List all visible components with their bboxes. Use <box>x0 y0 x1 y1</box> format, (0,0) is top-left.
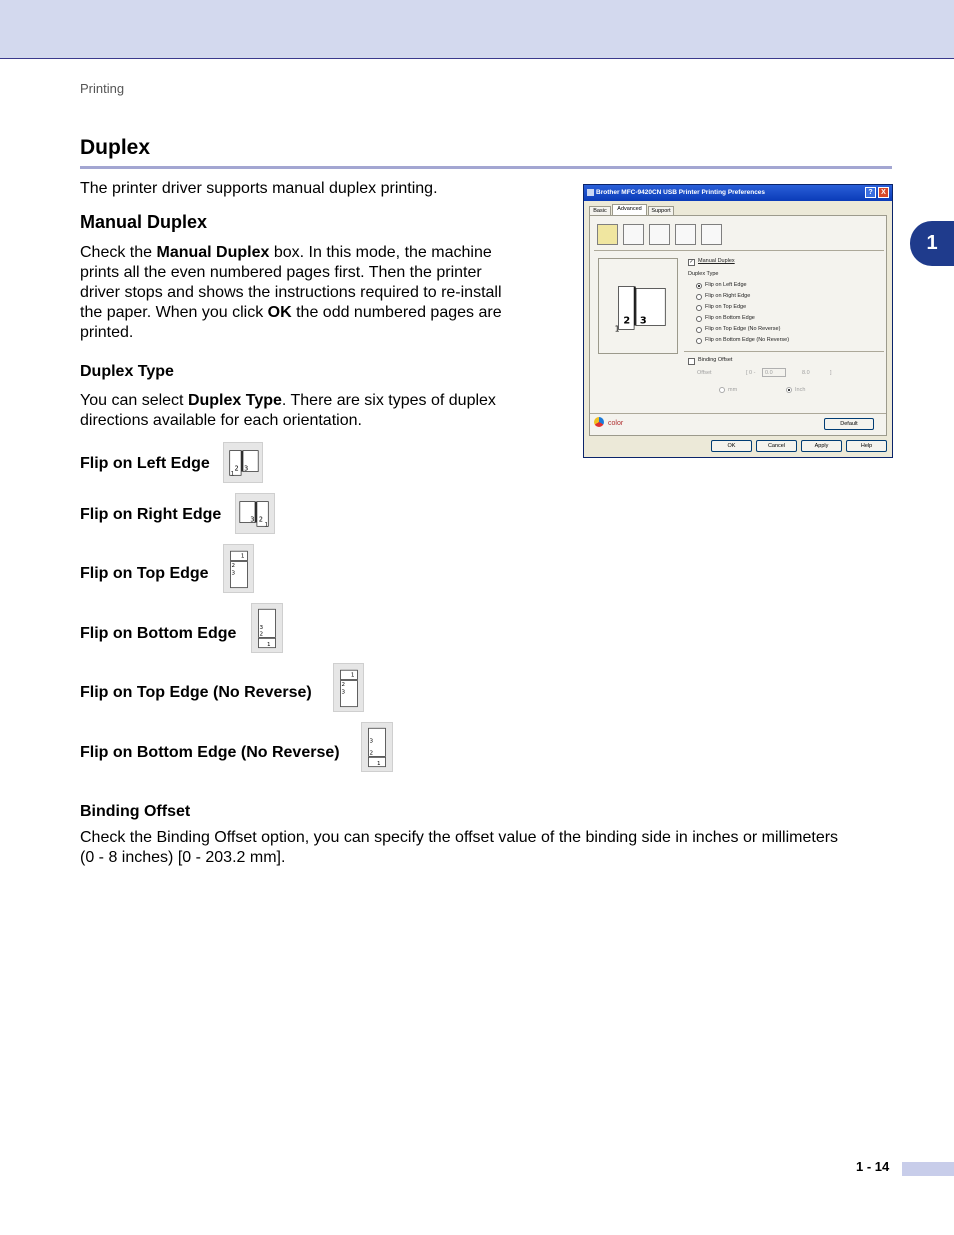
unit-mm-label: mm <box>728 387 738 393</box>
manual-duplex-heading: Manual Duplex <box>80 212 208 232</box>
radio-flip-top[interactable] <box>696 305 702 311</box>
svg-text:3: 3 <box>369 738 374 745</box>
radio-flip-top-no-reverse[interactable] <box>696 327 702 333</box>
unit-inch-radio[interactable] <box>786 387 792 393</box>
page-number: 1 - 14 <box>856 1159 890 1174</box>
tab-support[interactable]: Support <box>648 206 674 215</box>
duplex-preview <box>598 258 678 354</box>
flip-top-no-reverse-label: Flip on Top Edge (No Reverse) <box>80 684 312 701</box>
binding-offset-checkbox[interactable] <box>688 358 695 365</box>
flip-bottom-no-reverse-label: Flip on Bottom Edge (No Reverse) <box>80 744 340 761</box>
flip-bottom-no-reverse-icon <box>361 722 393 772</box>
preview-digit-3: 3 <box>639 315 647 327</box>
close-icon[interactable]: X <box>878 187 889 198</box>
flip-top-no-reverse-icon <box>333 663 364 712</box>
svg-text:1: 1 <box>377 760 381 767</box>
apply-button[interactable]: Apply <box>801 440 842 452</box>
duplex-tool-icon[interactable] <box>623 224 644 245</box>
radio-flip-bottom-no-reverse-label: Flip on Bottom Edge (No Reverse) <box>705 337 790 343</box>
duplex-type-heading: Duplex Type <box>80 363 174 380</box>
intro-text: The printer driver supports manual duplex printing. <box>80 180 438 197</box>
dialog-title: Brother MFC-9420CN USB Printer Printing Preferences <box>596 189 766 196</box>
offset-label: Offset <box>697 370 712 376</box>
top-band <box>0 0 954 59</box>
quality-tool-icon[interactable] <box>597 224 618 245</box>
svg-text:2: 2 <box>341 682 346 689</box>
svg-text:3: 3 <box>231 570 236 577</box>
device-options-tool-icon[interactable] <box>701 224 722 245</box>
tab-basic[interactable]: Basic <box>589 206 611 215</box>
footer-bar <box>902 1162 954 1176</box>
title-rule <box>80 166 892 169</box>
manual-duplex-checkbox[interactable]: ✓ <box>689 259 694 265</box>
svg-text:2: 2 <box>259 631 264 638</box>
flip-top-edge-label: Flip on Top Edge <box>80 565 209 582</box>
svg-text:1: 1 <box>350 672 355 679</box>
flip-bottom-edge-icon <box>251 603 283 653</box>
radio-flip-top-no-reverse-label: Flip on Top Edge (No Reverse) <box>705 326 781 332</box>
svg-text:2: 2 <box>234 464 239 473</box>
radio-flip-bottom-no-reverse[interactable] <box>696 338 702 344</box>
svg-text:3: 3 <box>243 464 249 473</box>
preview-digit-2: 2 <box>623 315 631 327</box>
svg-text:1: 1 <box>267 641 271 648</box>
radio-flip-right[interactable] <box>696 294 702 300</box>
help-button[interactable]: Help <box>846 440 887 452</box>
flip-left-edge-label: Flip on Left Edge <box>80 455 210 472</box>
tab-advanced[interactable]: Advanced <box>612 204 647 215</box>
unit-mm-radio[interactable] <box>719 387 725 393</box>
svg-text:3: 3 <box>341 689 346 696</box>
help-title-button[interactable]: ? <box>865 187 876 198</box>
radio-flip-right-label: Flip on Right Edge <box>705 293 751 299</box>
default-button[interactable]: Default <box>824 418 874 430</box>
preview-digit-1: 1 <box>614 324 620 334</box>
flip-bottom-edge-label: Flip on Bottom Edge <box>80 625 237 642</box>
toolbar-divider <box>594 250 884 251</box>
cancel-button[interactable]: Cancel <box>756 440 797 452</box>
duplex-type-paragraph: You can select Duplex Type. There are six types of duplex directions available for each orientation. <box>80 392 496 429</box>
radio-flip-top-label: Flip on Top Edge <box>705 304 747 310</box>
radio-flip-bottom[interactable] <box>696 316 702 322</box>
printing-preferences-dialog <box>583 184 893 458</box>
offset-input[interactable]: 0.0 <box>762 368 786 377</box>
svg-text:3: 3 <box>259 624 264 631</box>
watermark-tool-icon[interactable] <box>649 224 670 245</box>
radio-flip-bottom-label: Flip on Bottom Edge <box>705 315 755 321</box>
options-divider <box>684 351 884 352</box>
radio-flip-left[interactable] <box>696 283 702 289</box>
printer-icon <box>587 189 594 196</box>
page-setting-tool-icon[interactable] <box>675 224 696 245</box>
binding-offset-option-label: Binding Offset <box>698 357 733 363</box>
breadcrumb: Printing <box>80 81 125 96</box>
ok-button[interactable]: OK <box>711 440 752 452</box>
binding-offset-paragraph: Check the Binding Offset option, you can specify the offset value of the binding side in inches or millimeters (0 - 8 inches) [0 - 203.2 mm]. <box>80 829 839 866</box>
svg-text:2: 2 <box>258 515 264 524</box>
svg-text:1: 1 <box>264 522 269 529</box>
svg-text:1: 1 <box>230 471 235 478</box>
svg-text:1: 1 <box>240 553 245 560</box>
page-title: Duplex <box>80 136 151 159</box>
offset-close: ] <box>830 370 832 376</box>
flip-right-edge-label: Flip on Right Edge <box>80 506 222 523</box>
duplex-type-label: Duplex Type <box>688 271 719 277</box>
svg-text:2: 2 <box>369 750 374 757</box>
flip-left-edge-icon <box>223 442 263 483</box>
offset-max: 8.0 <box>802 370 810 376</box>
chapter-tab: 1 <box>910 221 954 266</box>
manual-duplex-option-label: Manual Duplex <box>698 258 735 264</box>
brand-color-text: color <box>608 420 624 427</box>
binding-offset-heading: Binding Offset <box>80 803 191 820</box>
footer-divider <box>590 413 886 414</box>
brother-color-logo-icon <box>594 417 604 427</box>
flip-top-edge-icon <box>223 544 254 593</box>
radio-flip-left-label: Flip on Left Edge <box>705 282 747 288</box>
dialog-title-bar <box>584 185 892 201</box>
svg-text:3: 3 <box>250 515 255 524</box>
flip-right-edge-icon <box>235 493 275 534</box>
unit-inch-label: Inch <box>795 387 806 393</box>
manual-duplex-paragraph: Check the Manual Duplex box. In this mode, the machine prints all the even numbered pages first. Then the printer driver stops and shows the instructions required to re-install the paper. When you click OK the odd numbered pages are printed. <box>80 244 502 341</box>
offset-min: [ 0 - <box>746 370 756 376</box>
svg-text:2: 2 <box>231 563 236 570</box>
